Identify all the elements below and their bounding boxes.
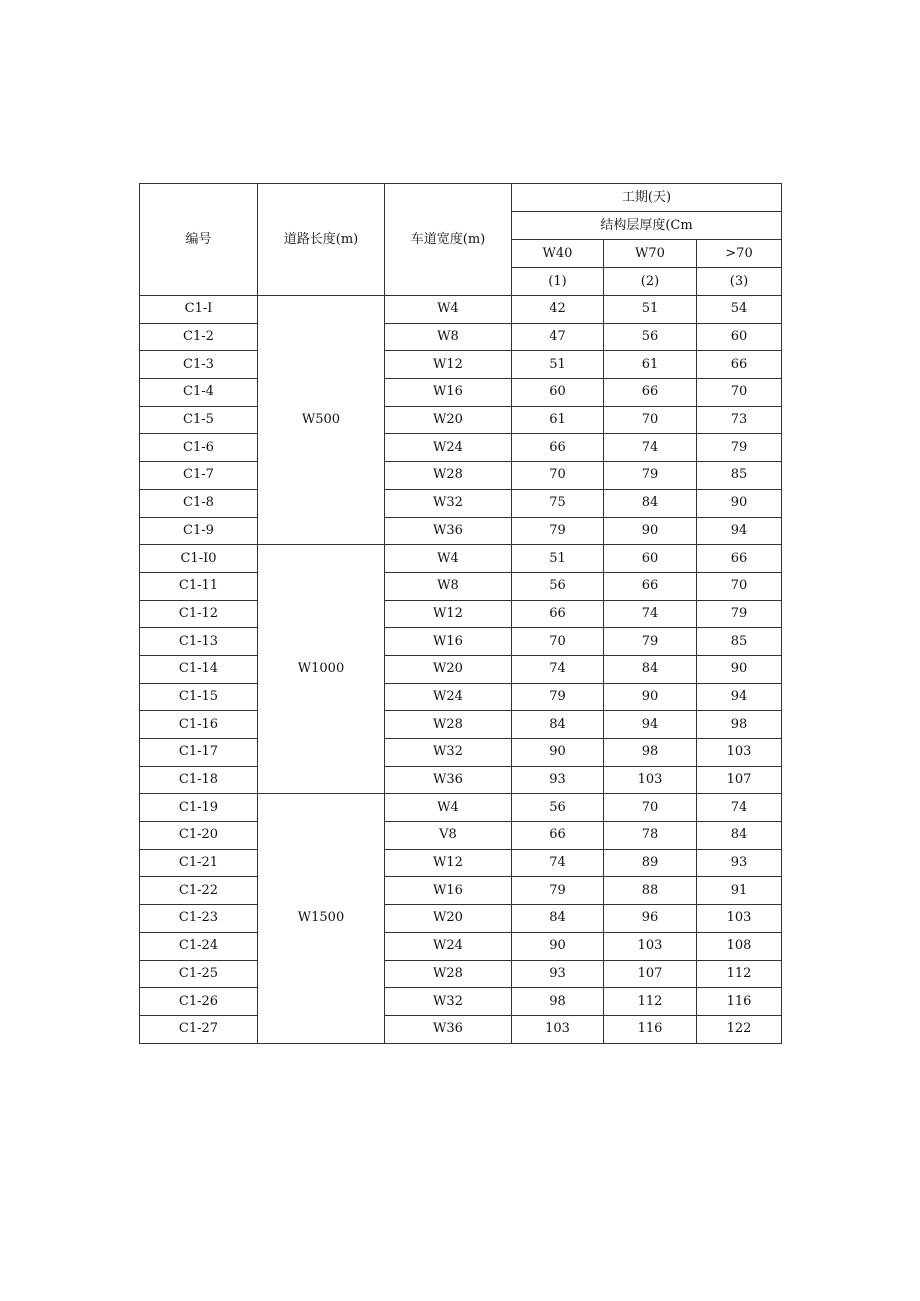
- duration-cell: 85: [697, 628, 782, 656]
- lane-width-cell: W24: [385, 932, 512, 960]
- lane-width-cell: W12: [385, 351, 512, 379]
- duration-cell: 112: [697, 960, 782, 988]
- table-row: [140, 905, 782, 933]
- lane-width-cell: W12: [385, 600, 512, 628]
- code-cell: C1-24: [140, 932, 258, 960]
- lane-width-cell: W16: [385, 379, 512, 407]
- code-cell: C1-3: [140, 351, 258, 379]
- duration-cell: 84: [697, 822, 782, 850]
- table-row: [140, 406, 782, 434]
- duration-cell: 56: [512, 794, 604, 822]
- table-header: [140, 184, 782, 296]
- duration-cell: 70: [512, 462, 604, 490]
- duration-cell: 79: [697, 600, 782, 628]
- duration-cell: 74: [604, 600, 697, 628]
- table-row: [140, 849, 782, 877]
- duration-cell: 66: [604, 379, 697, 407]
- schedule-table: [139, 183, 782, 1044]
- code-cell: C1-26: [140, 988, 258, 1016]
- code-cell: C1-14: [140, 655, 258, 683]
- code-cell: C1-19: [140, 794, 258, 822]
- table-row: [140, 711, 782, 739]
- lane-width-cell: W36: [385, 517, 512, 545]
- duration-cell: 103: [604, 932, 697, 960]
- duration-cell: 98: [697, 711, 782, 739]
- duration-cell: 66: [604, 572, 697, 600]
- code-cell: C1-25: [140, 960, 258, 988]
- duration-cell: 42: [512, 296, 604, 324]
- duration-cell: 103: [697, 905, 782, 933]
- code-cell: C1-23: [140, 905, 258, 933]
- table-row: [140, 628, 782, 656]
- lane-width-cell: W8: [385, 572, 512, 600]
- lane-width-cell: W20: [385, 655, 512, 683]
- duration-cell: 93: [512, 766, 604, 794]
- table-row: [140, 794, 782, 822]
- duration-cell: 47: [512, 323, 604, 351]
- code-cell: C1-13: [140, 628, 258, 656]
- duration-cell: 66: [512, 600, 604, 628]
- duration-cell: 98: [604, 739, 697, 767]
- code-cell: C1-27: [140, 1015, 258, 1043]
- duration-cell: 79: [697, 434, 782, 462]
- code-cell: C1-11: [140, 572, 258, 600]
- table-row: [140, 351, 782, 379]
- duration-cell: 54: [697, 296, 782, 324]
- duration-cell: 79: [604, 462, 697, 490]
- table-row: [140, 766, 782, 794]
- code-cell: C1-8: [140, 489, 258, 517]
- table-row: [140, 1015, 782, 1043]
- lane-width-cell: W24: [385, 683, 512, 711]
- code-cell: C1-7: [140, 462, 258, 490]
- duration-cell: 108: [697, 932, 782, 960]
- header-col-number: (3): [697, 268, 782, 296]
- duration-cell: 103: [512, 1015, 604, 1043]
- duration-cell: 61: [604, 351, 697, 379]
- table-row: [140, 379, 782, 407]
- lane-width-cell: W32: [385, 988, 512, 1016]
- duration-cell: 90: [512, 739, 604, 767]
- duration-cell: 74: [512, 655, 604, 683]
- lane-width-cell: W28: [385, 462, 512, 490]
- lane-width-cell: W28: [385, 960, 512, 988]
- code-cell: C1-15: [140, 683, 258, 711]
- code-cell: C1-I: [140, 296, 258, 324]
- table-row: [140, 960, 782, 988]
- code-cell: C1-16: [140, 711, 258, 739]
- duration-cell: 90: [604, 517, 697, 545]
- duration-cell: 79: [512, 517, 604, 545]
- duration-cell: 94: [697, 517, 782, 545]
- lane-width-cell: W12: [385, 849, 512, 877]
- duration-cell: 107: [604, 960, 697, 988]
- code-cell: C1-20: [140, 822, 258, 850]
- duration-cell: 78: [604, 822, 697, 850]
- road-length-cell: W1500: [258, 794, 385, 1043]
- duration-cell: 66: [697, 351, 782, 379]
- lane-width-cell: W4: [385, 296, 512, 324]
- duration-cell: 60: [604, 545, 697, 573]
- duration-cell: 70: [604, 794, 697, 822]
- duration-cell: 70: [697, 572, 782, 600]
- duration-cell: 66: [512, 434, 604, 462]
- duration-cell: 103: [697, 739, 782, 767]
- duration-cell: 90: [512, 932, 604, 960]
- duration-cell: 116: [604, 1015, 697, 1043]
- duration-cell: 61: [512, 406, 604, 434]
- header-col-number: (2): [604, 268, 697, 296]
- duration-cell: 112: [604, 988, 697, 1016]
- table-row: [140, 932, 782, 960]
- duration-cell: 66: [697, 545, 782, 573]
- header-lane-width: 车道宽度(m): [385, 184, 512, 296]
- road-length-cell: W1000: [258, 545, 385, 794]
- duration-cell: 70: [512, 628, 604, 656]
- code-cell: C1-17: [140, 739, 258, 767]
- duration-cell: 70: [697, 379, 782, 407]
- lane-width-cell: V8: [385, 822, 512, 850]
- duration-cell: 90: [697, 655, 782, 683]
- table-row: [140, 739, 782, 767]
- code-cell: C1-6: [140, 434, 258, 462]
- lane-width-cell: W4: [385, 794, 512, 822]
- code-cell: C1-4: [140, 379, 258, 407]
- header-thickness: 结构层厚度(Cm: [512, 212, 782, 240]
- duration-cell: 93: [697, 849, 782, 877]
- table-row: [140, 822, 782, 850]
- header-road-length: 道路长度(m): [258, 184, 385, 296]
- duration-cell: 51: [512, 545, 604, 573]
- table-row: [140, 877, 782, 905]
- duration-cell: 107: [697, 766, 782, 794]
- table-row: [140, 323, 782, 351]
- table-row: [140, 600, 782, 628]
- duration-cell: 74: [604, 434, 697, 462]
- duration-cell: 88: [604, 877, 697, 905]
- duration-cell: 75: [512, 489, 604, 517]
- duration-cell: 103: [604, 766, 697, 794]
- duration-cell: 74: [512, 849, 604, 877]
- duration-cell: 96: [604, 905, 697, 933]
- lane-width-cell: W16: [385, 628, 512, 656]
- duration-cell: 51: [512, 351, 604, 379]
- code-cell: C1-21: [140, 849, 258, 877]
- table-row: [140, 296, 782, 324]
- table-row: [140, 434, 782, 462]
- table-row: [140, 988, 782, 1016]
- lane-width-cell: W36: [385, 1015, 512, 1043]
- duration-cell: 122: [697, 1015, 782, 1043]
- duration-cell: 60: [512, 379, 604, 407]
- duration-cell: 91: [697, 877, 782, 905]
- duration-cell: 90: [604, 683, 697, 711]
- table-row: [140, 572, 782, 600]
- lane-width-cell: W20: [385, 406, 512, 434]
- duration-cell: 94: [604, 711, 697, 739]
- table-row: [140, 545, 782, 573]
- duration-cell: 56: [604, 323, 697, 351]
- header-thickness-col: >70: [697, 240, 782, 268]
- lane-width-cell: W20: [385, 905, 512, 933]
- duration-cell: 56: [512, 572, 604, 600]
- header-code: 编号: [140, 184, 258, 296]
- code-cell: C1-12: [140, 600, 258, 628]
- duration-cell: 79: [512, 877, 604, 905]
- table-row: [140, 655, 782, 683]
- duration-cell: 84: [604, 489, 697, 517]
- duration-cell: 93: [512, 960, 604, 988]
- header-duration: 工期(天): [512, 184, 782, 212]
- duration-cell: 84: [512, 905, 604, 933]
- header-col-number: (1): [512, 268, 604, 296]
- duration-cell: 51: [604, 296, 697, 324]
- duration-cell: 94: [697, 683, 782, 711]
- code-cell: C1-2: [140, 323, 258, 351]
- header-thickness-col: W40: [512, 240, 604, 268]
- duration-cell: 60: [697, 323, 782, 351]
- code-cell: C1-22: [140, 877, 258, 905]
- table-body: [140, 296, 782, 1044]
- road-length-cell: W500: [258, 296, 385, 545]
- duration-cell: 79: [512, 683, 604, 711]
- lane-width-cell: W32: [385, 739, 512, 767]
- duration-cell: 85: [697, 462, 782, 490]
- lane-width-cell: W4: [385, 545, 512, 573]
- lane-width-cell: W32: [385, 489, 512, 517]
- duration-cell: 116: [697, 988, 782, 1016]
- lane-width-cell: W8: [385, 323, 512, 351]
- code-cell: C1-18: [140, 766, 258, 794]
- lane-width-cell: W28: [385, 711, 512, 739]
- lane-width-cell: W16: [385, 877, 512, 905]
- header-thickness-col: W70: [604, 240, 697, 268]
- table-row: [140, 462, 782, 490]
- code-cell: C1-9: [140, 517, 258, 545]
- duration-cell: 84: [512, 711, 604, 739]
- code-cell: C1-5: [140, 406, 258, 434]
- duration-cell: 73: [697, 406, 782, 434]
- duration-cell: 90: [697, 489, 782, 517]
- lane-width-cell: W36: [385, 766, 512, 794]
- table-row: [140, 683, 782, 711]
- duration-cell: 66: [512, 822, 604, 850]
- lane-width-cell: W24: [385, 434, 512, 462]
- table-row: [140, 489, 782, 517]
- duration-cell: 74: [697, 794, 782, 822]
- duration-cell: 98: [512, 988, 604, 1016]
- table-row: [140, 517, 782, 545]
- code-cell: C1-I0: [140, 545, 258, 573]
- duration-cell: 70: [604, 406, 697, 434]
- duration-cell: 89: [604, 849, 697, 877]
- duration-cell: 79: [604, 628, 697, 656]
- duration-cell: 84: [604, 655, 697, 683]
